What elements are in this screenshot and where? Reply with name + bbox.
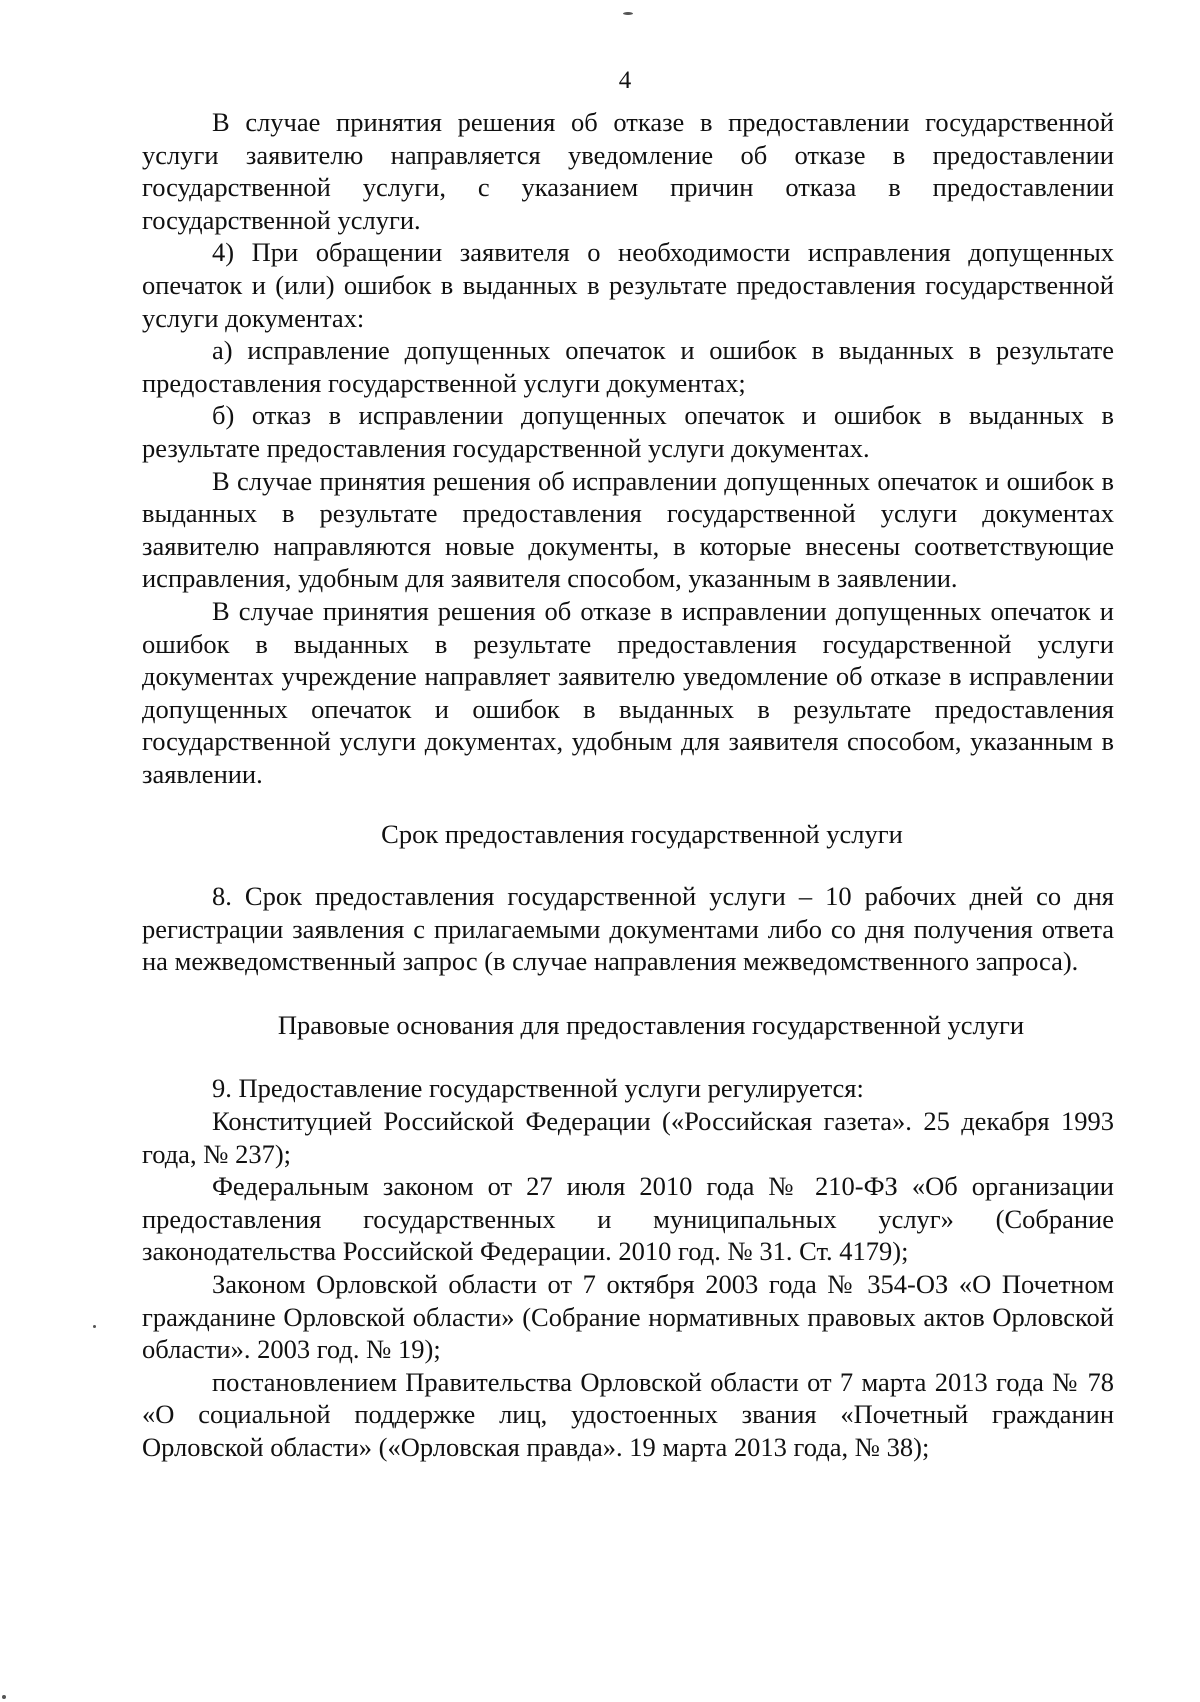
- paragraph-item-8: 8. Срок предоставления государственной услуги – 10 рабочих дней со дня регистрации заявления с прилагаемыми документами либо со дня получения ответа на межведомственный запрос (в случае направления межведомственного запроса).: [142, 881, 1114, 977]
- document-body: [142, 106, 1114, 1464]
- section-heading-legal-basis: Правовые основания для предоставления государственной услуги: [277, 1009, 1025, 1040]
- scan-speck-bottom: [2, 1695, 6, 1699]
- page-number: 4: [618, 67, 632, 94]
- paragraph-correction-refusal: В случае принятия решения об отказе в исправлении допущенных опечаток и ошибок в выданных в результате предоставления государственной услуги документах учреждение направляет заявителю уведомление об отказе в исправлении допущенных опечаток и ошибок в выданных в результате предоставления государственной услуги документах, удобным для заявителя способом, указанным в заявлении.: [142, 595, 1114, 789]
- paragraph-federal-law: Федеральным законом от 27 июля 2010 года № 210-ФЗ «Об организации предоставления государственных и муниципальных услуг» (Собрание законодательства Российской Федерации. 2010 год. № 31. Ст. 4179);: [142, 1171, 1114, 1267]
- paragraph-refusal-notice: В случае принятия решения об отказе в предоставлении государственной услуги заявителю направляется уведомление об отказе в предоставлении государственной услуги, с указанием причин отказа в предоставлении государственной услуги.: [142, 107, 1114, 235]
- scan-speck-left: [93, 1325, 96, 1328]
- scan-speck-top: [623, 12, 633, 15]
- paragraph-item-9: 9. Предоставление государственной услуги регулируется:: [212, 1073, 864, 1104]
- paragraph-correction-decision: В случае принятия решения об исправлении допущенных опечаток и ошибок в выданных в результате предоставления государственной услуги документах заявителю направляются новые документы, в которые внесены соответствующие исправления, удобным для заявителя способом, указанным в заявлении.: [142, 465, 1114, 594]
- paragraph-item-4a: а) исправление допущенных опечаток и ошибок в выданных в результате предоставления государственной услуги документах;: [142, 335, 1114, 398]
- section-heading-term: Срок предоставления государственной услуги: [381, 819, 903, 850]
- paragraph-government-resolution: постановлением Правительства Орловской области от 7 марта 2013 года № 78 «О социальной поддержке лиц, удостоенных звания «Почетный гражданин Орловской области» («Орловская правда». 19 марта 2013 года, № 38);: [142, 1366, 1114, 1462]
- paragraph-regional-law: Законом Орловской области от 7 октября 2003 года № 354-ОЗ «О Почетном гражданине Орловской области» (Собрание нормативных правовых актов Орловской области». 2003 год. № 19);: [142, 1269, 1114, 1365]
- paragraph-item-4: 4) При обращении заявителя о необходимости исправления допущенных опечаток и (или) ошибок в выданных в результате предоставления государственной услуги документах:: [142, 237, 1114, 333]
- paragraph-item-4b: б) отказ в исправлении допущенных опечаток и ошибок в выданных в результате предоставления государственной услуги документах.: [142, 400, 1114, 463]
- paragraph-constitution: Конституцией Российской Федерации («Российская газета». 25 декабря 1993 года, № 237);: [142, 1106, 1114, 1169]
